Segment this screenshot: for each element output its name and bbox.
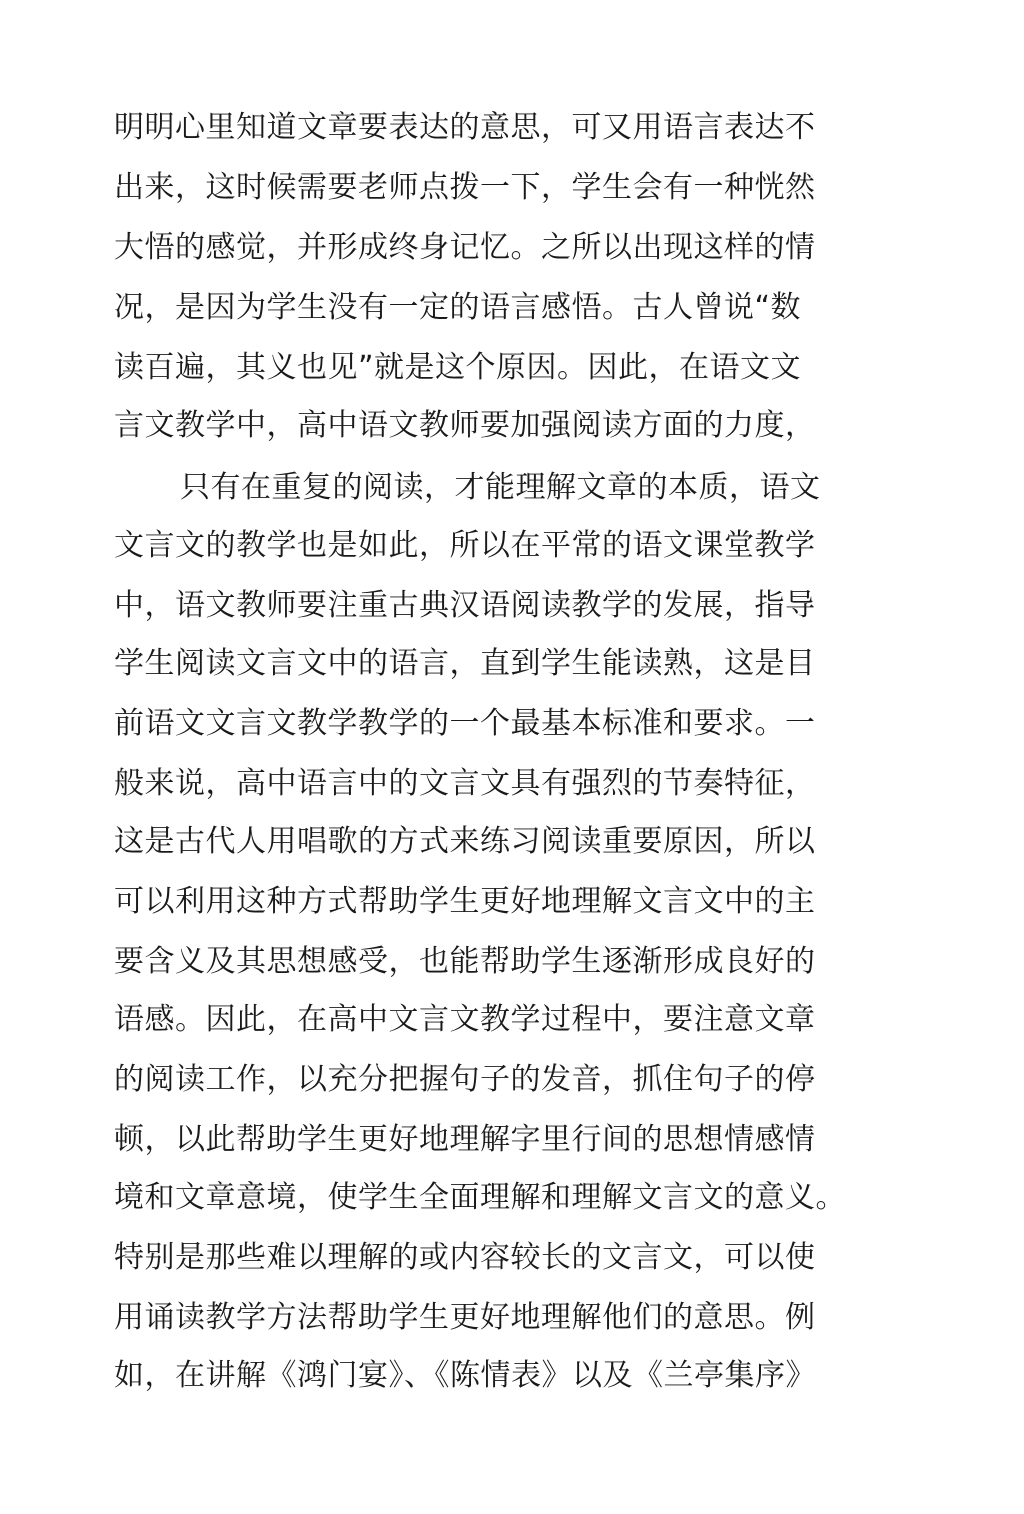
text-line: 要含义及其思想感受，也能帮助学生逐渐形成良好的 <box>114 944 816 979</box>
text-line: 出来，这时候需要老师点拨一下，学生会有一种恍然 <box>114 170 816 205</box>
text-line: 这是古代人用唱歌的方式来练习阅读重要原因，所以 <box>114 824 816 859</box>
text-line: 言文教学中，高中语文教师要加强阅读方面的力度， <box>114 408 816 443</box>
text-line: 明明心里知道文章要表达的意思，可又用语言表达不 <box>114 110 816 145</box>
text-line: 可以利用这种方式帮助学生更好地理解文言文中的主 <box>114 884 816 919</box>
text-line: 读百遍，其义也见”就是这个原因。因此，在语文文 <box>114 350 802 385</box>
text-line: 语感。因此，在高中文言文教学过程中，要注意文章 <box>114 1002 816 1037</box>
text-line: 前语文文言文教学教学的一个最基本标准和要求。一 <box>114 706 816 741</box>
text-line: 用诵读教学方法帮助学生更好地理解他们的意思。例 <box>114 1300 816 1335</box>
text-line: 般来说，高中语言中的文言文具有强烈的节奏特征， <box>114 766 816 801</box>
text-line: 学生阅读文言文中的语言，直到学生能读熟，这是目 <box>114 646 816 681</box>
text-line: 如，在讲解《鸿门宴》、《陈情表》以及《兰亭集序》 <box>114 1358 816 1393</box>
text-line: 文言文的教学也是如此，所以在平常的语文课堂教学 <box>114 528 816 563</box>
text-line: 中，语文教师要注重古典汉语阅读教学的发展，指导 <box>114 588 816 623</box>
text-line: 特别是那些难以理解的或内容较长的文言文，可以使 <box>114 1240 816 1275</box>
text-line: 况，是因为学生没有一定的语言感悟。古人曾说“数 <box>114 290 802 325</box>
text-line: 大悟的感觉，并形成终身记忆。之所以出现这样的情 <box>114 230 816 265</box>
paragraph-first-line: 只有在重复的阅读，才能理解文章的本质，语文 <box>180 470 821 505</box>
text-line: 境和文章意境，使学生全面理解和理解文言文的意义。 <box>114 1180 846 1215</box>
text-line: 顿，以此帮助学生更好地理解字里行间的思想情感情 <box>114 1122 816 1157</box>
text-line: 的阅读工作，以充分把握句子的发音，抓住句子的停 <box>114 1062 816 1097</box>
